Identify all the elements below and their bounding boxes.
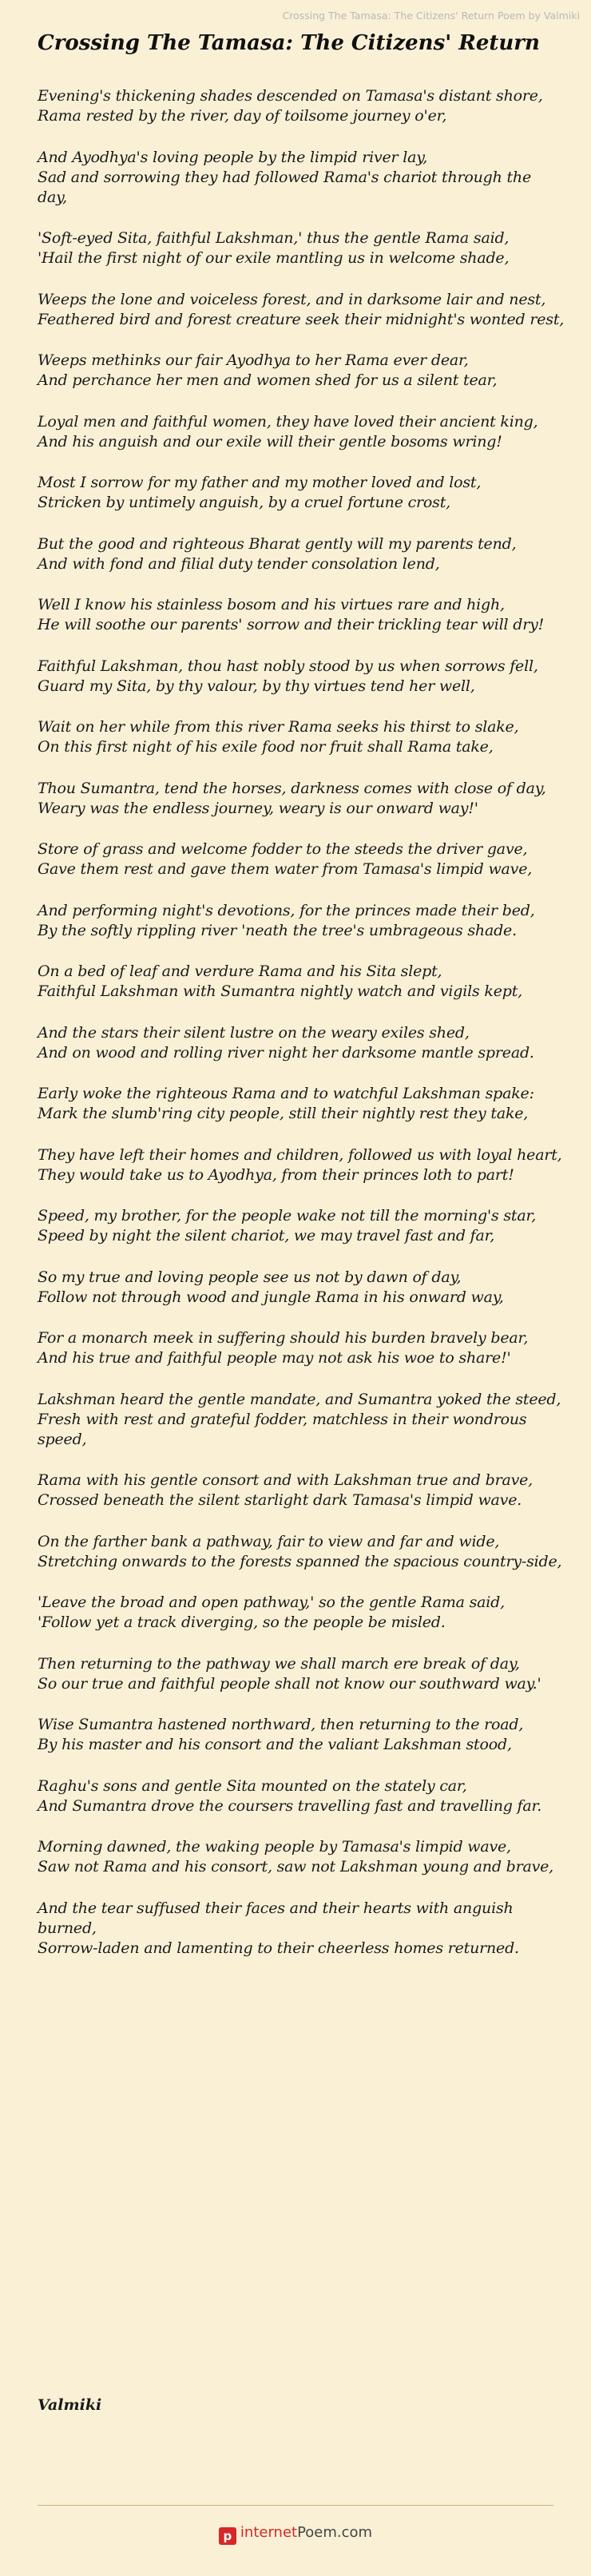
poem-line: Rama rested by the river, day of toilsome journey o'er, (38, 107, 447, 125)
brand-poem-com: Poem.com (297, 2524, 373, 2541)
poem-line: Rama with his gentle consort and with Lakshman true and brave, (38, 1471, 533, 1489)
stanza (38, 1206, 565, 1246)
stanza (38, 657, 565, 697)
poem-line: And performing night's devotions, for the princes made their bed, (38, 901, 535, 919)
poem-line: Early woke the righteous Rama and to watchful Lakshman spake: (38, 1085, 534, 1102)
poem-line: They have left their homes and children, followed us with loyal heart, (38, 1145, 562, 1164)
poem-line: Saw not Rama and his consort, saw not Lakshman young and brave, (38, 1858, 554, 1875)
poem-line: Stretching onwards to the forests spanned the spacious country-side, (38, 1552, 562, 1570)
stanza (38, 1471, 565, 1510)
poem-line: And his true and faithful people may not ask his woe to share!' (38, 1349, 511, 1367)
poem-line: Well I know his stainless bosom and his virtues rare and high, (38, 596, 505, 613)
stanza (38, 1084, 565, 1124)
watermark: Crossing The Tamasa: The Citizens' Return Poem by Valmiki (282, 10, 580, 22)
brand-internet: internet (240, 2524, 298, 2541)
poem-line: But the good and righteous Bharat gently will my parents tend, (38, 534, 517, 553)
poem-line: Raghu's sons and gentle Sita mounted on the stately car, (38, 1776, 467, 1795)
stanza (38, 1899, 565, 1959)
poem-line: Then returning to the pathway we shall march ere break of day, (38, 1654, 520, 1673)
poem-line: Speed, my brother, for the people wake not till the morning's star, (38, 1207, 537, 1224)
poem-line: For a monarch meek in suffering should his burden bravely bear, (38, 1329, 529, 1347)
poem-line: 'Soft-eyed Sita, faithful Lakshman,' thus the gentle Rama said, (38, 229, 510, 247)
poem-line: Thou Sumantra, tend the horses, darkness comes with close of day, (38, 779, 546, 797)
poem-line: Wait on her while from this river Rama seeks his thirst to slake, (38, 718, 519, 736)
stanza (38, 779, 565, 819)
poem-line: Sorrow-laden and lamenting to their cheerless homes returned. (38, 1939, 519, 1957)
poem-line: And the stars their silent lustre on the weary exiles shed, (38, 1023, 470, 1042)
stanza (38, 1145, 565, 1185)
poem-author: Valmiki (38, 2396, 102, 2414)
stanza (38, 534, 565, 574)
stanza (38, 901, 565, 941)
poem-line: Speed by night the silent chariot, we may travel fast and far, (38, 1227, 495, 1244)
stanza (38, 1776, 565, 1816)
internetpoem-logo-icon: p (219, 2527, 236, 2545)
poem-line: Weeps the lone and voiceless forest, and in darksome lair and nest, (38, 290, 546, 308)
stanza (38, 595, 565, 635)
poem-line: Store of grass and welcome fodder to the steeds the driver gave, (38, 840, 528, 858)
poem-line: And with fond and filial duty tender consolation lend, (38, 554, 440, 573)
stanza (38, 290, 565, 330)
stanza (38, 717, 565, 757)
stanza (38, 228, 565, 268)
poem-line: On a bed of leaf and verdure Rama and his Sita slept, (38, 963, 442, 980)
site-footer[interactable] (0, 2524, 591, 2545)
poem-line: Fresh with rest and grateful fodder, matchless in their wondrous speed, (38, 1410, 527, 1448)
poem-line: Crossed beneath the silent starlight dark Tamasa's limpid wave. (38, 1491, 522, 1509)
stanza (38, 1390, 565, 1450)
poem-line: And Ayodhya's loving people by the limpid river lay, (38, 148, 428, 166)
poem-line: And his anguish and our exile will their gentle bosoms wring! (38, 432, 502, 451)
stanza (38, 473, 565, 513)
stanza (38, 839, 565, 879)
poem-line: Feathered bird and forest creature seek their midnight's wonted rest, (38, 310, 565, 328)
stanza (38, 1715, 565, 1755)
poem-line: On this first night of his exile food nor fruit shall Rama take, (38, 738, 494, 756)
poem-line: Faithful Lakshman with Sumantra nightly watch and vigils kept, (38, 982, 523, 1000)
poem-line: By his master and his consort and the valiant Lakshman stood, (38, 1736, 512, 1753)
stanza (38, 1532, 565, 1572)
stanza (38, 1837, 565, 1877)
stanza (38, 1328, 565, 1368)
poem-line: Lakshman heard the gentle mandate, and Sumantra yoked the steed, (38, 1390, 561, 1408)
poem-line: On the farther bank a pathway, fair to view and far and wide, (38, 1532, 500, 1550)
stanza (38, 86, 565, 126)
stanza (38, 962, 565, 1002)
poem-line: And the tear suffused their faces and their hearts with anguish burned, (38, 1899, 514, 1937)
poem-line: Morning dawned, the waking people by Tamasa's limpid wave, (38, 1838, 511, 1856)
poem-line: Most I sorrow for my father and my mother loved and lost, (38, 474, 482, 491)
poem-line: So our true and faithful people shall not know our southward way.' (38, 1674, 541, 1693)
poem-line: Evening's thickening shades descended on Tamasa's distant shore, (38, 87, 543, 105)
poem-line: He will soothe our parents' sorrow and their trickling tear will dry! (38, 616, 545, 633)
poem-line: They would take us to Ayodhya, from their princes loth to part! (38, 1165, 514, 1184)
stanza (38, 412, 565, 452)
poem-line: And Sumantra drove the coursers travelling fast and travelling far. (38, 1796, 542, 1815)
poem-container (38, 29, 565, 1979)
stanza (38, 1593, 565, 1633)
stanza (38, 1023, 565, 1063)
poem-line: By the softly rippling river 'neath the tree's umbrageous shade. (38, 921, 517, 939)
poem-line: Mark the slumb'ring city people, still their nightly rest they take, (38, 1105, 529, 1122)
poem-line: Gave them rest and gave them water from Tamasa's limpid wave, (38, 860, 533, 878)
stanza (38, 148, 565, 208)
poem-line: Wise Sumantra hastened northward, then returning to the road, (38, 1716, 524, 1733)
poem-body (38, 86, 565, 1959)
poem-line: And on wood and rolling river night her darksome mantle spread. (38, 1043, 534, 1062)
poem-line: 'Leave the broad and open pathway,' so the gentle Rama said, (38, 1594, 505, 1611)
poem-line: So my true and loving people see us not by dawn of day, (38, 1268, 462, 1286)
stanza (38, 351, 565, 391)
poem-line: Weeps methinks our fair Ayodhya to her Rama ever dear, (38, 351, 469, 369)
poem-line: And perchance her men and women shed for us a silent tear, (38, 371, 498, 389)
footer-divider (38, 2505, 553, 2506)
stanza (38, 1268, 565, 1308)
poem-line: 'Hail the first night of our exile mantling us in welcome shade, (38, 249, 510, 267)
poem-line: Stricken by untimely anguish, by a cruel fortune crost, (38, 494, 450, 511)
poem-line: 'Follow yet a track diverging, so the people be misled. (38, 1613, 446, 1631)
stanza (38, 1654, 565, 1694)
poem-line: Faithful Lakshman, thou hast nobly stood by us when sorrows fell, (38, 657, 538, 675)
poem-line: Sad and sorrowing they had followed Rama's chariot through the day, (38, 168, 532, 206)
poem-title: Crossing The Tamasa: The Citizens' Return (38, 31, 540, 55)
poem-line: Weary was the endless journey, weary is our onward way!' (38, 799, 478, 817)
poem-line: Loyal men and faithful women, they have loved their ancient king, (38, 412, 538, 431)
poem-line: Guard my Sita, by thy valour, by thy virtues tend her well, (38, 677, 475, 695)
poem-line: Follow not through wood and jungle Rama in his onward way, (38, 1288, 504, 1306)
